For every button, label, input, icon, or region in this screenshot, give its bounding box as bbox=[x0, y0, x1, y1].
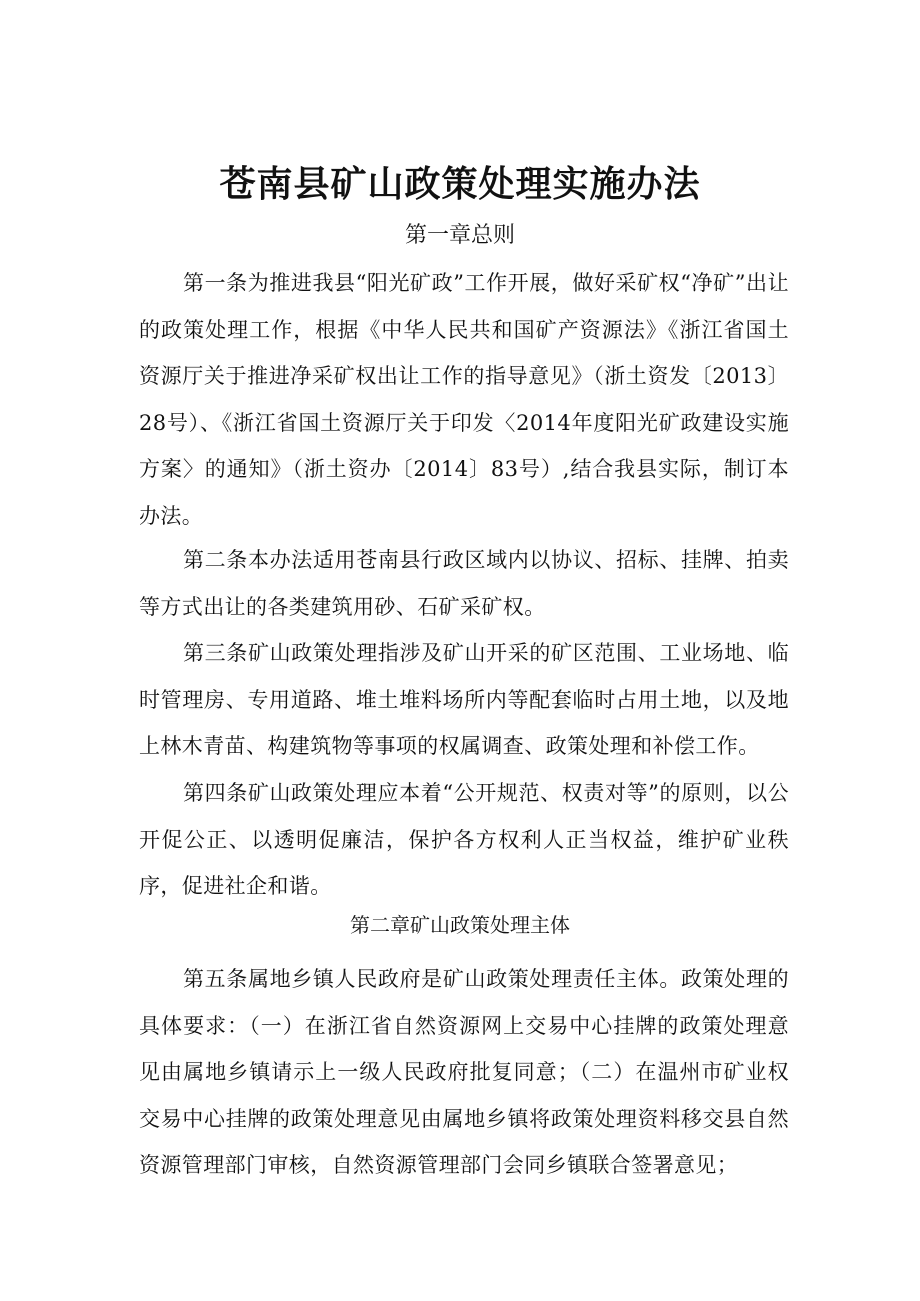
article-4: 第四条矿山政策处理应本着“公开规范、权责对等”的原则，以公开促公正、以透明促廉洁，保护各方权利人正当权益，维护矿业秩序，促进社企和谐。 bbox=[139, 781, 789, 898]
article-1: 第一条为推进我县“阳光矿政”工作开展，做好采矿权“净矿”出让的政策处理工作，根据《中华人民共和国矿产资源法》《浙江省国土资源厅关于推进净采矿权出让工作的指导意见》（浙土资发〔2013〕28号）、《浙江省国土资源厅关于印发〈2014年度阳光矿政建设实施方案〉的通知》（浙土资办〔2014〕83号）,结合我县实际，制订本办法。 bbox=[139, 271, 789, 528]
article-2: 第二条本办法适用苍南县行政区域内以协议、招标、挂牌、拍卖等方式出让的各类建筑用砂、石矿采矿权。 bbox=[139, 548, 789, 619]
chapter-1-heading: 第一章总则 bbox=[404, 223, 515, 248]
document-title: 苍南县矿山政策处理实施办法 bbox=[219, 164, 701, 205]
article-5: 第五条属地乡镇人民政府是矿山政策处理责任主体。政策处理的具体要求：（一）在浙江省自然资源网上交易中心挂牌的政策处理意见由属地乡镇请示上一级人民政府批复同意；（二）在温州市矿业权交易中心挂牌的政策处理意见由属地乡镇将政策处理资料移交县自然资源管理部门审核，自然资源管理部门会同乡镇联合签署意见； bbox=[139, 967, 789, 1177]
chapter-2-heading: 第二章矿山政策处理主体 bbox=[350, 913, 570, 937]
article-3: 第三条矿山政策处理指涉及矿山开采的矿区范围、工业场地、临时管理房、专用道路、堆土堆料场所内等配套临时占用土地，以及地上林木青苗、构建筑物等事项的权属调查、政策处理和补偿工作。 bbox=[139, 641, 789, 758]
